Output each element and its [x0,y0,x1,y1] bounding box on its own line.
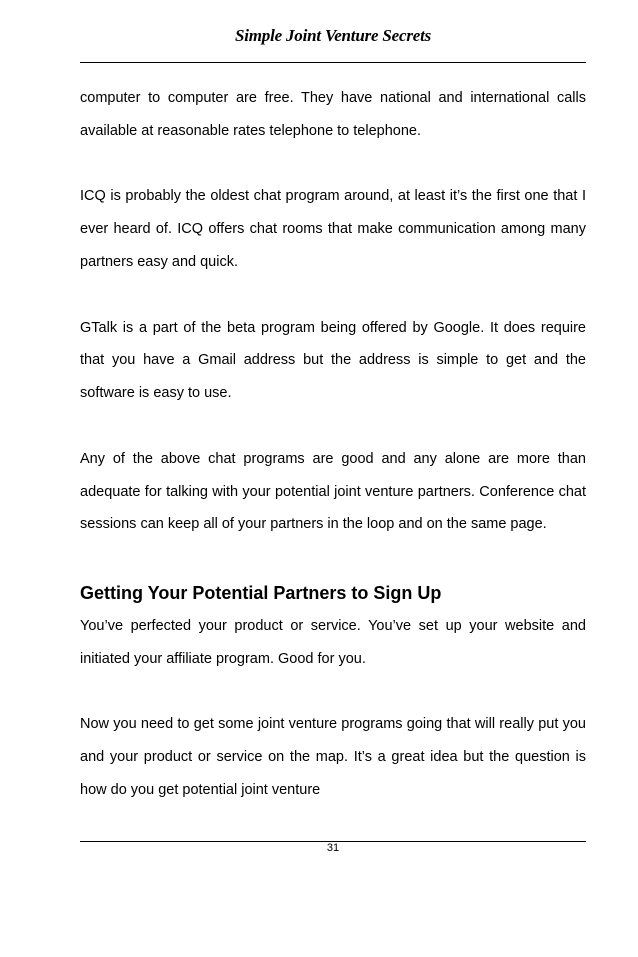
paragraph-spacer [80,279,586,312]
paragraph: Now you need to get some joint venture programs going that will really put you and your product or service on the map. It’s a great idea but the question is how do you get potential joint venture [80,716,586,798]
paragraph: ICQ is probably the oldest chat program around, at least it’s the first one that I ever heard of. ICQ offers chat rooms that make communication among many partners easy and quick. [80,188,586,270]
paragraph: GTalk is a part of the beta program being offered by Google. It does require that you have a Gmail address but the address is simple to get and the software is easy to use. [80,319,586,402]
header-divider [80,62,586,63]
page-header-title: Simple Joint Venture Secrets [234,26,432,45]
section-heading: Getting Your Potential Partners to Sign Up [80,582,442,603]
paragraph: computer to computer are free. They have national and international calls available at reasonable rates telephone to telephone. [80,90,586,139]
page-body [80,82,586,807]
paragraph-spacer [80,676,586,709]
paragraph: Any of the above chat programs are good and any alone are more than adequate for talking with your potential joint venture partners. Conference chat sessions can keep all of your partners in the loop and on the same page. [80,450,586,533]
page-number: 31 [326,842,340,854]
paragraph-spacer [80,410,586,443]
paragraph: You’ve perfected your product or service. You’ve set up your website and initiated your affiliate program. Good for you. [80,617,586,667]
paragraph-spacer [80,541,586,574]
paragraph-spacer [80,148,586,181]
